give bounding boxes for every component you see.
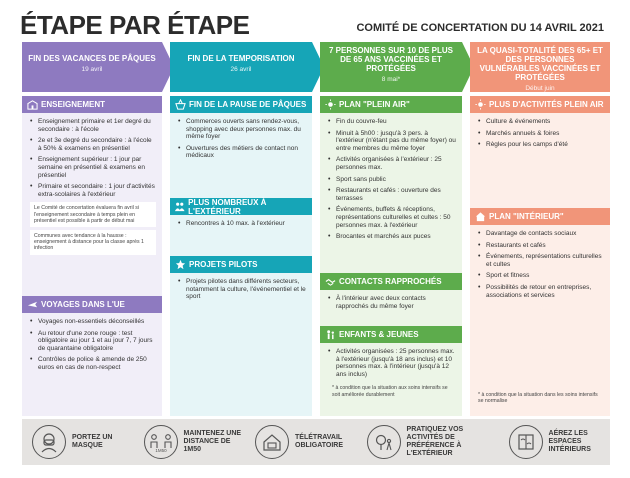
footnote: * à condition que la situation dans les soins intensifs se normalise (478, 392, 598, 405)
tree-icon (367, 425, 401, 459)
list-item: • Au retour d'une zone rouge : test obligatoire au jour 1 et au jour 7, 7 jours de quarantaine obligatoire (30, 330, 156, 353)
list-item: • Sport sans public (328, 176, 456, 184)
item-list (320, 343, 462, 378)
column-65-vulnerables (470, 96, 610, 416)
section-title: ENSEIGNEMENT (41, 100, 106, 109)
section-plan-interieur (470, 208, 610, 303)
rule-mask (22, 425, 134, 459)
phase-date: Début juin (525, 85, 555, 92)
rule-distance (134, 425, 246, 459)
section-pause-paques (170, 96, 312, 164)
sun-icon (474, 99, 486, 111)
page-title: ÉTAPE PAR ÉTAPE (20, 10, 250, 40)
section-contacts (320, 273, 462, 314)
phase-header-1 (22, 42, 162, 92)
school-icon (26, 99, 38, 111)
list-item: • Primaire et secondaire : 1 jour d'activités extra-scolaires à l'extérieur (30, 183, 156, 198)
section-projets-pilots (170, 256, 312, 305)
section-plein-air (320, 96, 462, 245)
item-list (170, 273, 312, 301)
list-item: • Possibilités de retour en entreprises, associations et services (478, 284, 604, 299)
section-header (320, 326, 462, 343)
item-list (170, 113, 312, 160)
list-item: • Enseignement primaire et 1er degré du secondaire : à l'école (30, 118, 156, 133)
section-header (22, 96, 162, 113)
list-item: • Davantage de contacts sociaux (478, 230, 604, 238)
handshake-icon (324, 276, 336, 288)
rule-label: TÉLÉTRAVAIL OBLIGATOIRE (295, 434, 343, 449)
item-list (470, 113, 610, 149)
list-item: • Contrôles de police & amende de 250 euros en cas de non-respect (30, 356, 156, 371)
list-item: • 2e et 3e degré du secondaire : à l'école à 50% & examens en présentiel (30, 137, 156, 152)
list-item: • Restaurants et cafés (478, 242, 604, 250)
footnote: * à condition que la situation aux soins intensifs se soit améliorée durablement (332, 385, 448, 398)
footer-rules (22, 419, 610, 465)
section-header (320, 96, 462, 113)
phase-date: 19 avril (81, 66, 103, 73)
distance-value: 1M50 (154, 448, 167, 453)
item-list (320, 113, 462, 241)
phase-header-4 (470, 42, 610, 92)
section-header (170, 198, 312, 215)
section-title: PLUS NOMBREUX À L'EXTÉRIEUR (188, 197, 267, 216)
rule-label: PRATIQUEZ VOS ACTIVITÉS DE PRÉFÉRENCE À L'EXTÉRIEUR (406, 426, 464, 457)
item-list (22, 313, 162, 372)
column-vacances-paques (22, 96, 162, 416)
list-item: • Ouvertures des métiers de contact non médicaux (178, 145, 306, 160)
children-icon (324, 329, 336, 341)
window-icon (509, 425, 543, 459)
list-item: • Culture & événements (478, 118, 604, 126)
rule-outdoor (357, 425, 499, 459)
section-title: PLAN "INTÉRIEUR" (489, 212, 564, 221)
phase-title: LA QUASI-TOTALITÉ DES 65+ ET DES PERSONNES VULNÉRABLES VACCINÉES ET PROTÉGÉES (477, 46, 603, 82)
distance-icon (144, 425, 178, 459)
section-title: FIN DE LA PAUSE DE PÂQUES (189, 100, 307, 109)
phase-title: FIN DE LA TEMPORISATION (187, 54, 295, 63)
sun-icon (324, 99, 336, 111)
section-exterieur (170, 198, 312, 232)
list-item: • Marchés annuels & foires (478, 130, 604, 138)
rule-label: AÉREZ LES ESPACES INTÉRIEURS (548, 430, 591, 453)
people-icon (174, 201, 185, 213)
mask-icon (32, 425, 66, 459)
star-icon (174, 259, 186, 271)
item-list (170, 215, 312, 228)
rule-label: PORTEZ UN MASQUE (72, 434, 113, 449)
phase-date: 26 avril (230, 66, 252, 73)
section-title: ENFANTS & JEUNES (339, 330, 419, 339)
airplane-icon (26, 299, 38, 311)
phase-date: 8 mai* (381, 76, 401, 83)
list-item: • Événements, buffets & réceptions, représentations culturelles et cultes : 50 personnes max. à l'extérieur (328, 206, 456, 229)
item-list (22, 113, 162, 198)
page-subtitle: COMITÉ DE CONCERTATION DU 14 AVRIL 2021 (356, 22, 604, 34)
laptop-icon (255, 425, 289, 459)
section-header (170, 256, 312, 273)
section-title: VOYAGES DANS L'UE (41, 300, 125, 309)
section-header (320, 273, 462, 290)
section-header (22, 296, 162, 313)
section-title: PROJETS PILOTS (189, 260, 258, 269)
list-item: • Rencontres à 10 max. à l'extérieur (178, 220, 306, 228)
list-item: • Commerces ouverts sans rendez-vous, shopping avec deux personnes max. du même foyer (178, 118, 306, 141)
rule-telework (245, 425, 357, 459)
phase-header-2 (170, 42, 312, 92)
note-box: Communes avec tendance à la hausse : enseignement à distance pour la classe après 1 infection (30, 230, 156, 255)
basket-icon (174, 99, 186, 111)
note-box: Le Comité de concertation évaluera fin avril si l'enseignement secondaire à temps plein en présentiel est possible à partir de début mai (30, 202, 156, 227)
list-item: • Minuit à 5h00 : jusqu'à 3 pers. à l'extérieur (n'étant pas du même foyer) ou entre membres du même foyer (328, 130, 456, 153)
list-item: • Fin du couvre-feu (328, 118, 456, 126)
section-enfants (320, 326, 462, 404)
section-header (170, 96, 312, 113)
phase-header-3 (320, 42, 462, 92)
phase-title: FIN DES VACANCES DE PÂQUES (28, 54, 156, 63)
list-item: • Voyages non-essentiels déconseillés (30, 318, 156, 326)
list-item: • Activités organisées : 25 personnes max. à l'extérieur (jusqu'à 18 ans inclus) et 10 personnes max. à l'intérieur (jusqu'à 12 ans inclus) (328, 348, 456, 378)
list-item: • Restaurants et cafés : ouverture des terrasses (328, 187, 456, 202)
rule-label: MAINTENEZ UNE DISTANCE DE 1M50 (183, 430, 242, 453)
list-item: • À l'intérieur avec deux contacts rapprochés du même foyer (328, 295, 456, 310)
section-voyages (22, 296, 162, 376)
list-item: • Événements, représentations culturelles et cultes (478, 253, 604, 268)
list-item: • Activités organisées à l'extérieur : 25 personnes max. (328, 156, 456, 171)
list-item: • Projets pilotes dans différents secteurs, notamment la culture, l'événementiel et le sport (178, 278, 306, 301)
section-header (470, 208, 610, 225)
list-item: • Sport et fitness (478, 272, 604, 280)
section-title: PLAN "PLEIN AIR" (339, 100, 410, 109)
column-65-vaccines (320, 96, 462, 416)
section-title: PLUS D'ACTIVITÉS PLEIN AIR (489, 100, 604, 109)
list-item: • Enseignement supérieur : 1 jour par semaine en présentiel & examens en présentiel (30, 156, 156, 179)
column-temporisation (170, 96, 312, 416)
house-icon (474, 211, 486, 223)
list-item: • Règles pour les camps d'été (478, 141, 604, 149)
list-item: • Brocantes et marchés aux puces (328, 233, 456, 241)
item-list (320, 290, 462, 310)
rule-ventilation (499, 425, 611, 459)
section-header (470, 96, 610, 113)
section-enseignement (22, 96, 162, 258)
section-title: CONTACTS RAPPROCHÉS (339, 277, 442, 286)
phase-title: 7 PERSONNES SUR 10 DE PLUS DE 65 ANS VACCINÉES ET PROTÉGÉES (328, 46, 454, 73)
item-list (470, 225, 610, 299)
section-activites-plein-air (470, 96, 610, 153)
